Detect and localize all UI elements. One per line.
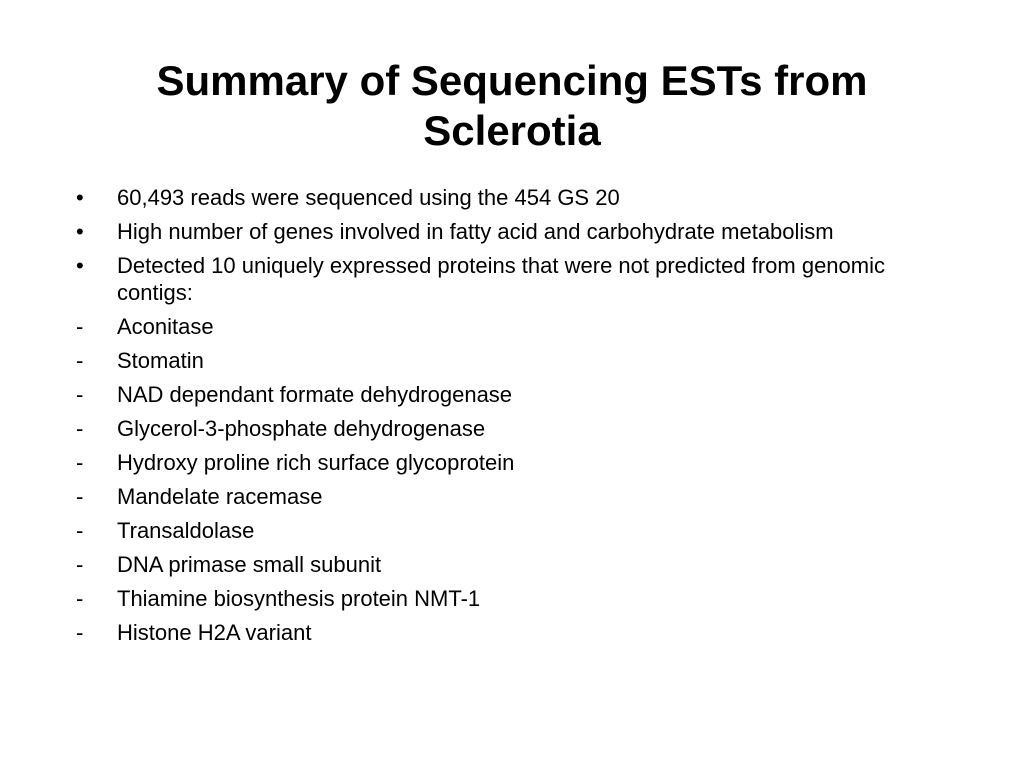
bullet-item-proteins	[76, 252, 936, 306]
bullet-item-genes	[76, 218, 936, 245]
slide-title: Summary of Sequencing ESTs from Sclerotia	[156, 57, 868, 154]
bullet-text: Detected 10 uniquely expressed proteins that were not predicted from genomic contigs:	[117, 253, 885, 305]
list-item-text: DNA primase small subunit	[117, 552, 382, 577]
list-item-text: Glycerol-3-phosphate dehydrogenase	[117, 416, 486, 441]
list-item-text: Aconitase	[117, 314, 214, 339]
bullet-marker: •	[76, 185, 84, 210]
list-item-aconitase	[76, 313, 936, 340]
bullet-marker: •	[76, 253, 84, 278]
list-item-glycerol-dehydrogenase	[76, 415, 936, 442]
list-item-text: Thiamine biosynthesis protein NMT-1	[117, 586, 481, 611]
dash-marker: -	[76, 518, 84, 543]
list-item-stomatin	[76, 347, 936, 374]
bullet-marker: •	[76, 219, 84, 244]
dash-marker: -	[76, 484, 84, 509]
dash-marker: -	[76, 382, 84, 407]
list-item-text: NAD dependant formate dehydrogenase	[117, 382, 513, 407]
list-item-text: Histone H2A variant	[117, 620, 312, 645]
dash-marker: -	[76, 450, 84, 475]
dash-marker: -	[76, 552, 84, 577]
dash-marker: -	[76, 416, 84, 441]
bullet-item-reads	[76, 184, 936, 211]
dash-marker: -	[76, 620, 84, 645]
list-item-text: Mandelate racemase	[117, 484, 323, 509]
bullet-list	[76, 184, 936, 653]
list-item-text: Hydroxy proline rich surface glycoprotein	[117, 450, 515, 475]
list-item-thiamine-protein	[76, 585, 936, 612]
list-item-transaldolase	[76, 517, 936, 544]
list-item-glycoprotein	[76, 449, 936, 476]
bullet-text: High number of genes involved in fatty acid and carbohydrate metabolism	[117, 219, 834, 244]
list-item-formate-dehydrogenase	[76, 381, 936, 408]
list-item-mandelate-racemase	[76, 483, 936, 510]
list-item-histone	[76, 619, 936, 646]
list-item-dna-primase	[76, 551, 936, 578]
dash-marker: -	[76, 586, 84, 611]
list-item-text: Stomatin	[117, 348, 204, 373]
bullet-text: 60,493 reads were sequenced using the 454 GS 20	[117, 185, 620, 210]
list-item-text: Transaldolase	[117, 518, 255, 543]
dash-marker: -	[76, 314, 84, 339]
dash-marker: -	[76, 348, 84, 373]
